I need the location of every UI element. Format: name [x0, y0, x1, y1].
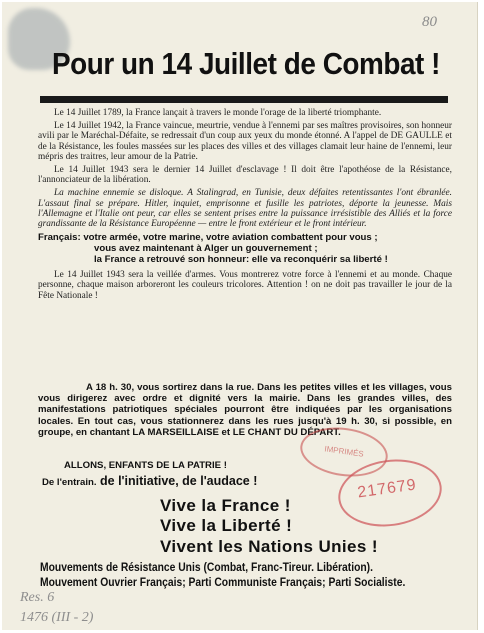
archive-pencil-note-bottom [20, 588, 93, 628]
archive-note-line-2: 1476 (III - 2) [20, 610, 94, 625]
signatory-line-1: Mouvements de Résistance Unis (Combat, Franc-Tireur. Libération). [40, 560, 373, 574]
paragraph-1943: Le 14 Juillet 1943 sera le dernier 14 Juillet d'esclavage ! Il doit être l'apothéose de la Résistance, l'annonciateur de la libération. [38, 165, 452, 186]
call-to-action: A 18 h. 30, vous sortirez dans la rue. Dans les petites villes et les villages, vous vous dirigerez avec ordre et dignité vers la mairie. Dans les grandes villes, des manifestations patriotiques spéciales pourront être indiquées par les organisations locales. En tout cas, vous stationnerez dans les rues jusqu'à 19 h. 30, si possible, en groupe, en chantant LA MARSEILLAISE et LE CHANT DU DÉPART. [38, 382, 452, 438]
headline-rule [40, 96, 448, 103]
red-number-stamp-text: 217679 [356, 476, 418, 502]
paragraph-enemy-machine: La machine ennemie se disloque. A Stalingrad, en Tunisie, deux défaites retentissantes l'ont ébranlée. L'assaut final se prépare. Hitler, inquiet, emprisonne et fusille les patriotes, déporte la jeunesse. Mais l'Allemagne et l'Italie ont peur, car elles se sentent prises entre la puissance irrésistible des Alliés et la force grandissante de la Résistance Européenne — entre le front extérieur et le front intérieur. [38, 188, 452, 230]
entrain-line [42, 474, 257, 488]
archive-note-line-1: Res. 6 [20, 590, 55, 605]
red-round-stamp-text: IMPRIMÉS [323, 444, 365, 459]
paragraph-1789: Le 14 Juillet 1789, la France lançait à travers le monde l'orage de la liberté triomphante. [54, 108, 382, 118]
bold-appeal-line-1: Français: votre armée, votre marine, votre aviation combattent pour vous ; [38, 232, 378, 244]
entrain-small: De l'entrain. [42, 477, 97, 488]
cheer-nations-unies: Vivent les Nations Unies ! [160, 537, 378, 556]
bold-appeal [38, 232, 452, 265]
archive-pencil-note-top: 80 [422, 14, 437, 30]
bold-appeal-line-2: vous avez maintenant à Alger un gouvernement ; [94, 243, 318, 255]
entrain-big: de l'initiative, de l'audace ! [100, 474, 258, 488]
paragraph-veillee: Le 14 Juillet 1943 sera la veillée d'armes. Vous montrerez votre force à l'ennemi et au monde. Chaque personne, chaque maison arboreront les couleurs tricolores. Attention ! on ne doit pas travailler le jour de la Fête Nationale ! [38, 270, 452, 301]
signatory-line-2: Mouvement Ouvrier Français; Parti Communiste Français; Parti Socialiste. [40, 575, 406, 589]
bold-appeal-line-3: la France a retrouvé son honneur: elle va reconquérir sa liberté ! [94, 254, 388, 266]
headline: Pour un 14 Juillet de Combat ! [51, 46, 440, 81]
allons-line: ALLONS, ENFANTS DE LA PATRIE ! [64, 460, 227, 471]
cheer-france: Vive la France ! [160, 496, 291, 515]
tract-sheet [2, 2, 478, 630]
tract-body [38, 108, 452, 304]
cheer-liberte: Vive la Liberté ! [160, 516, 293, 535]
paragraph-1942: Le 14 Juillet 1942, la France vaincue, meurtrie, vendue à l'ennemi par ses maîtres provisoires, son honneur avili par le Maréchal-Défaite, se redressait d'un coup aux yeux du monde étonné. A l'appel de DE GAULLE et de la Résistance, les foules massées sur les places des villes et des villages clamait leur haine de l'ennemi, leur mépris des traitres, leur amour de la Patrie. [38, 121, 452, 162]
